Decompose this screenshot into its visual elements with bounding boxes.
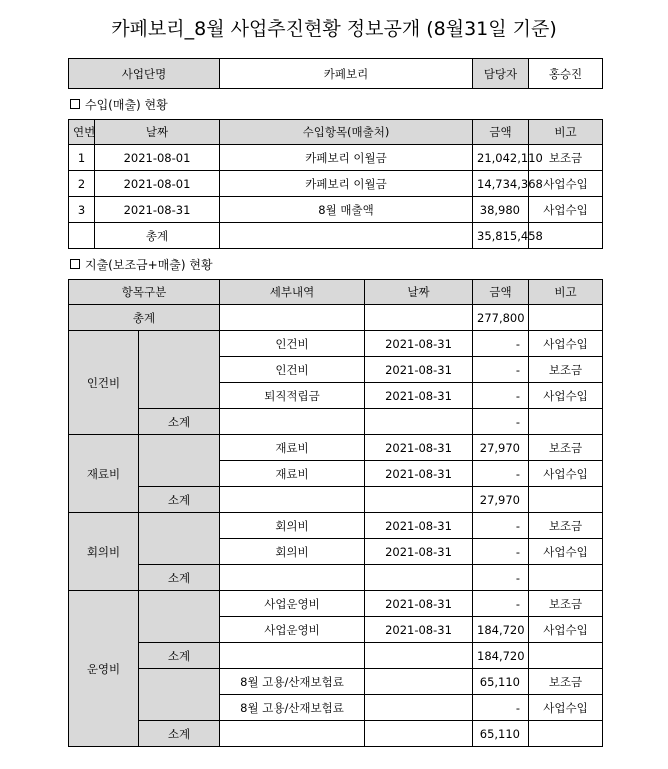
expense-note: 사업수입 <box>529 695 603 721</box>
subtotal-row <box>69 487 603 513</box>
table-row <box>69 591 603 617</box>
income-col-date: 날짜 <box>95 120 220 145</box>
income-date: 2021-08-01 <box>95 145 220 171</box>
expense-amount: 65,110 <box>473 669 529 695</box>
income-col-amount: 금액 <box>473 120 529 145</box>
income-no: 3 <box>69 197 95 223</box>
income-section-title <box>70 96 168 113</box>
income-no: 2 <box>69 171 95 197</box>
expense-detail: 인건비 <box>220 357 365 383</box>
info-table <box>68 58 603 89</box>
subtotal-amount: 65,110 <box>473 721 529 747</box>
expense-amount: - <box>473 513 529 539</box>
expense-detail: 재료비 <box>220 435 365 461</box>
expense-amount: - <box>473 357 529 383</box>
subtotal-label: 소계 <box>139 487 220 513</box>
expense-date: 2021-08-31 <box>365 461 473 487</box>
income-note: 사업수입 <box>529 171 603 197</box>
expense-note: 보조금 <box>529 669 603 695</box>
expense-header-row <box>69 280 603 305</box>
subtotal-row <box>69 721 603 747</box>
table-row <box>69 513 603 539</box>
checkbox-icon <box>70 259 80 269</box>
table-row <box>69 331 603 357</box>
expense-section-label: 지출(보조금+매출) 현황 <box>85 258 213 272</box>
income-item: 8월 매출액 <box>220 197 473 223</box>
expense-col-date: 날짜 <box>365 280 473 305</box>
income-col-note: 비고 <box>529 120 603 145</box>
table-row <box>69 435 603 461</box>
subtotal-row <box>69 409 603 435</box>
income-header-row <box>69 120 603 145</box>
subtotal-amount: - <box>473 565 529 591</box>
expense-detail: 8월 고용/산재보험료 <box>220 695 365 721</box>
subtotal-label: 소계 <box>139 643 220 669</box>
expense-date <box>365 695 473 721</box>
expense-date <box>365 669 473 695</box>
income-date: 2021-08-01 <box>95 171 220 197</box>
subtotal-row <box>69 643 603 669</box>
expense-date: 2021-08-31 <box>365 617 473 643</box>
subtotal-label: 소계 <box>139 721 220 747</box>
income-item: 카페보리 이월금 <box>220 171 473 197</box>
expense-date: 2021-08-31 <box>365 383 473 409</box>
subtotal-label: 소계 <box>139 409 220 435</box>
expense-total-amount: 277,800 <box>473 305 529 331</box>
expense-date: 2021-08-31 <box>365 331 473 357</box>
income-note: 사업수입 <box>529 197 603 223</box>
table-row <box>69 669 603 695</box>
income-item: 카페보리 이월금 <box>220 145 473 171</box>
table-row <box>69 197 603 223</box>
expense-amount: - <box>473 591 529 617</box>
expense-date: 2021-08-31 <box>365 435 473 461</box>
expense-amount: - <box>473 331 529 357</box>
expense-detail: 사업운영비 <box>220 617 365 643</box>
expense-note: 사업수입 <box>529 383 603 409</box>
expense-note: 사업수입 <box>529 461 603 487</box>
expense-date: 2021-08-31 <box>365 357 473 383</box>
income-date: 2021-08-31 <box>95 197 220 223</box>
expense-detail: 회의비 <box>220 513 365 539</box>
expense-section-title <box>70 256 213 273</box>
manager-label: 담당자 <box>473 59 529 89</box>
income-section-label: 수입(매출) 현황 <box>85 98 168 112</box>
business-name-value: 카페보리 <box>220 59 473 89</box>
expense-total-label: 총계 <box>69 305 220 331</box>
income-total-label: 총계 <box>95 223 220 249</box>
expense-table <box>68 279 603 747</box>
expense-amount: - <box>473 539 529 565</box>
subtotal-row <box>69 565 603 591</box>
subtotal-amount: 27,970 <box>473 487 529 513</box>
expense-note: 사업수입 <box>529 331 603 357</box>
table-row <box>69 171 603 197</box>
income-note: 보조금 <box>529 145 603 171</box>
expense-detail: 재료비 <box>220 461 365 487</box>
expense-note: 보조금 <box>529 513 603 539</box>
expense-amount: 184,720 <box>473 617 529 643</box>
table-row <box>69 145 603 171</box>
subtotal-amount: - <box>473 409 529 435</box>
group-name: 재료비 <box>69 435 139 513</box>
income-amount: 14,734,368 <box>473 171 529 197</box>
expense-date: 2021-08-31 <box>365 539 473 565</box>
expense-note: 사업수입 <box>529 539 603 565</box>
expense-detail: 사업운영비 <box>220 591 365 617</box>
group-name: 회의비 <box>69 513 139 591</box>
subtotal-amount: 184,720 <box>473 643 529 669</box>
expense-detail: 인건비 <box>220 331 365 357</box>
business-name-label: 사업단명 <box>69 59 220 89</box>
income-col-item: 수입항목(매출처) <box>220 120 473 145</box>
expense-col-category: 항목구분 <box>69 280 220 305</box>
expense-note: 보조금 <box>529 357 603 383</box>
expense-col-amount: 금액 <box>473 280 529 305</box>
income-total-amount: 35,815,458 <box>473 223 529 249</box>
expense-amount: - <box>473 461 529 487</box>
expense-date: 2021-08-31 <box>365 513 473 539</box>
expense-amount: - <box>473 695 529 721</box>
page-title: 카페보리_8월 사업추진현황 정보공개 (8월31일 기준) <box>111 18 557 40</box>
income-amount: 21,042,110 <box>473 145 529 171</box>
expense-amount: 27,970 <box>473 435 529 461</box>
expense-detail: 퇴직적립금 <box>220 383 365 409</box>
group-name: 인건비 <box>69 331 139 435</box>
expense-amount: - <box>473 383 529 409</box>
checkbox-icon <box>70 99 80 109</box>
expense-col-detail: 세부내역 <box>220 280 365 305</box>
subtotal-label: 소계 <box>139 565 220 591</box>
income-amount: 38,980 <box>473 197 529 223</box>
expense-col-note: 비고 <box>529 280 603 305</box>
income-col-no: 연번 <box>69 120 95 145</box>
expense-total-row <box>69 305 603 331</box>
expense-detail: 8월 고용/산재보험료 <box>220 669 365 695</box>
expense-note: 보조금 <box>529 435 603 461</box>
expense-detail: 회의비 <box>220 539 365 565</box>
group-name: 운영비 <box>69 591 139 747</box>
income-no: 1 <box>69 145 95 171</box>
income-total-row <box>69 223 603 249</box>
income-table <box>68 119 603 249</box>
manager-value: 홍승진 <box>529 59 603 89</box>
expense-note: 사업수입 <box>529 617 603 643</box>
expense-date: 2021-08-31 <box>365 591 473 617</box>
expense-note: 보조금 <box>529 591 603 617</box>
